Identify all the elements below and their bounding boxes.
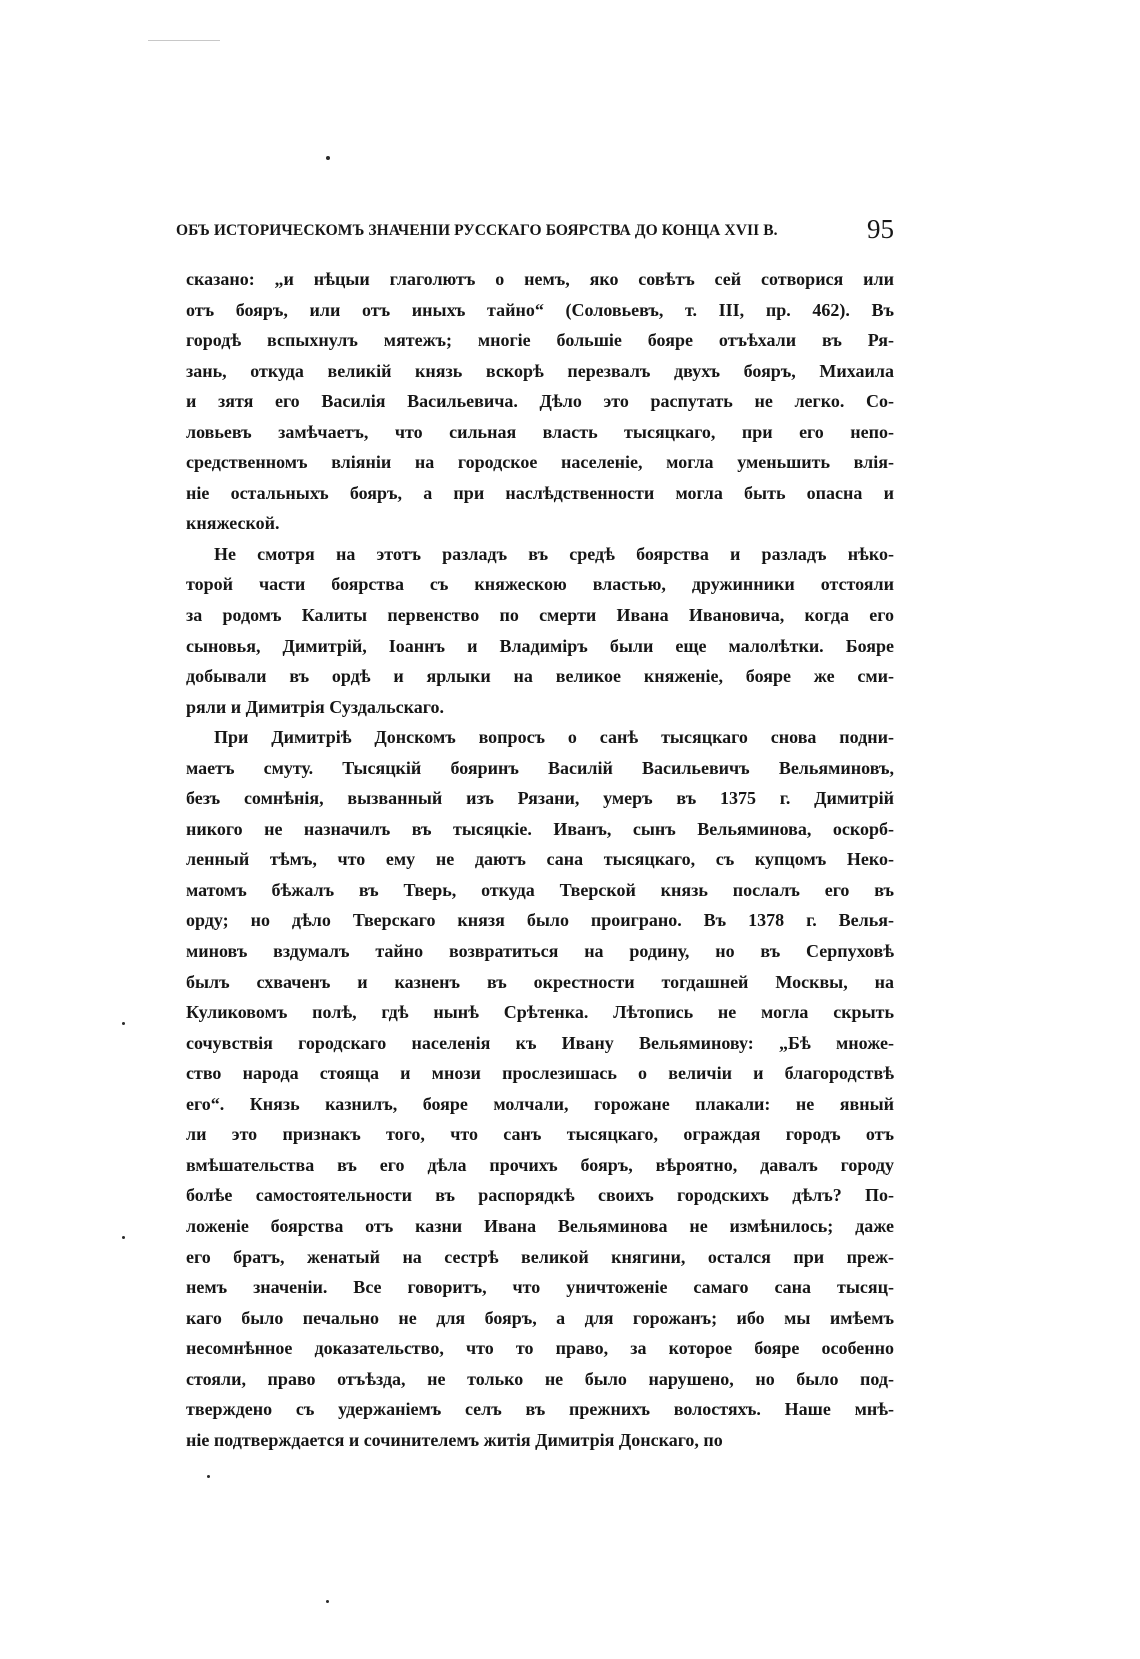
text-line: ложеніе боярства отъ казни Ивана Вельяминова не измѣнилось; даже xyxy=(186,1215,894,1236)
text-line: миновъ вздумалъ тайно возвратиться на родину, но въ Серпуховѣ xyxy=(186,941,894,962)
scan-speck xyxy=(326,156,330,160)
text-line: сочувствія городскаго населенія къ Ивану Вельяминову: „Бѣ множе- xyxy=(186,1032,894,1053)
paragraph xyxy=(186,539,894,722)
text-line: ніе подтверждается и сочинителемъ житія Димитрія Донскаго, по xyxy=(186,1429,723,1450)
text-line: При Димитріѣ Донскомъ вопросъ о санѣ тысяцкаго снова подни- xyxy=(214,727,894,748)
text-line: его“. Князь казнилъ, бояре молчали, горожане плакали: не явный xyxy=(186,1093,894,1114)
text-line: Не смотря на этотъ разладъ въ средѣ боярства и разладъ нѣко- xyxy=(214,543,894,564)
page-number: 95 xyxy=(867,214,894,244)
running-header-title: ОБЪ ИСТОРИЧЕСКОМЪ ЗНАЧЕНІИ РУССКАГО БОЯРСТВА ДО КОНЦА XVII В. xyxy=(176,222,778,239)
text-line: болѣе самостоятельности въ распорядкѣ своихъ городскихъ дѣлъ? По- xyxy=(186,1185,894,1206)
text-line: несомнѣнное доказательство, что то право, за которое бояре особенно xyxy=(186,1338,894,1359)
scan-speck xyxy=(122,1236,125,1239)
running-header xyxy=(176,212,894,252)
text-line: вмѣшательства въ его дѣла прочихъ бояръ, вѣроятно, давалъ городу xyxy=(186,1154,894,1175)
text-line: немъ значеніи. Все говоритъ, что уничтоженіе самаго сана тысяц- xyxy=(186,1277,894,1298)
text-line: ли это признакъ того, что санъ тысяцкаго, ограждая городъ отъ xyxy=(186,1124,894,1145)
text-line: городѣ вспыхнулъ мятежъ; многіе большіе бояре отъѣхали въ Ря- xyxy=(186,330,894,351)
text-line: за родомъ Калиты первенство по смерти Ивана Ивановича, когда его xyxy=(186,605,894,626)
scan-speck xyxy=(122,1022,125,1025)
text-line: Куликовомъ полѣ, гдѣ нынѣ Срѣтенка. Лѣтопись не могла скрыть xyxy=(186,1002,894,1023)
scan-speck xyxy=(207,1475,210,1478)
text-line: тверждено съ удержаніемъ селъ въ прежнихъ волостяхъ. Наше мнѣ- xyxy=(186,1399,894,1420)
text-line: и зятя его Василія Васильевича. Дѣло это распутать не легко. Со- xyxy=(186,391,894,412)
scan-edge-rule xyxy=(148,40,220,41)
text-line: сыновья, Димитрій, Іоаннъ и Владиміръ были еще малолѣтки. Бояре xyxy=(186,635,894,656)
text-line: сказано: „и нѣцыи глаголютъ о немъ, яко совѣтъ сей сотворися или xyxy=(186,269,894,289)
text-line: добывали въ ордѣ и ярлыки на великое княженіе, бояре же сми- xyxy=(186,666,894,687)
body-text xyxy=(186,264,894,1455)
text-line: былъ схваченъ и казненъ въ окрестности тогдашней Москвы, на xyxy=(186,971,894,992)
text-line: его братъ, женатый на сестрѣ великой княгини, остался при преж- xyxy=(186,1246,894,1267)
text-line: каго было печально не для бояръ, а для горожанъ; ибо мы имѣемъ xyxy=(186,1307,894,1328)
text-line: безъ сомнѣнія, вызванный изъ Рязани, умеръ въ 1375 г. Димитрій xyxy=(186,788,894,809)
text-line: орду; но дѣло Тверскаго князя было проиграно. Въ 1378 г. Велья- xyxy=(186,910,894,931)
text-line: княжеской. xyxy=(186,513,280,534)
text-line: зань, откуда великій князь вскорѣ перезвалъ двухъ бояръ, Михаила xyxy=(186,360,894,381)
text-line: ленный тѣмъ, что ему не даютъ сана тысяцкаго, съ купцомъ Неко- xyxy=(186,849,894,870)
text-line: стояли, право отъѣзда, не только не было нарушено, но было под- xyxy=(186,1368,894,1389)
text-line: ряли и Димитрія Суздальскаго. xyxy=(186,696,444,717)
paragraph xyxy=(186,722,894,1455)
scan-speck xyxy=(326,1600,329,1603)
text-line: матомъ бѣжалъ въ Тверь, откуда Тверской князь послалъ его въ xyxy=(186,879,894,900)
text-line: ство народа стояща и мнози прослезишась о величіи и благородствѣ xyxy=(186,1063,894,1084)
paragraph xyxy=(186,264,894,539)
text-line: средственномъ вліяніи на городское населеніе, могла уменьшить влія- xyxy=(186,452,894,473)
text-line: никого не назначилъ въ тысяцкіе. Иванъ, сынъ Вельяминова, оскорб- xyxy=(186,818,894,839)
text-line: торой части боярства съ княжескою властью, дружинники отстояли xyxy=(186,574,894,595)
text-line: маетъ смуту. Тысяцкій бояринъ Василій Васильевичъ Вельяминовъ, xyxy=(186,757,894,778)
text-line: отъ бояръ, или отъ иныхъ тайно“ (Соловьевъ, т. III, пр. 462). Въ xyxy=(186,299,894,320)
text-line: ловьевъ замѣчаетъ, что сильная власть тысяцкаго, при его непо- xyxy=(186,421,894,442)
text-line: ніе остальныхъ бояръ, а при наслѣдственности могла быть опасна и xyxy=(186,482,894,503)
